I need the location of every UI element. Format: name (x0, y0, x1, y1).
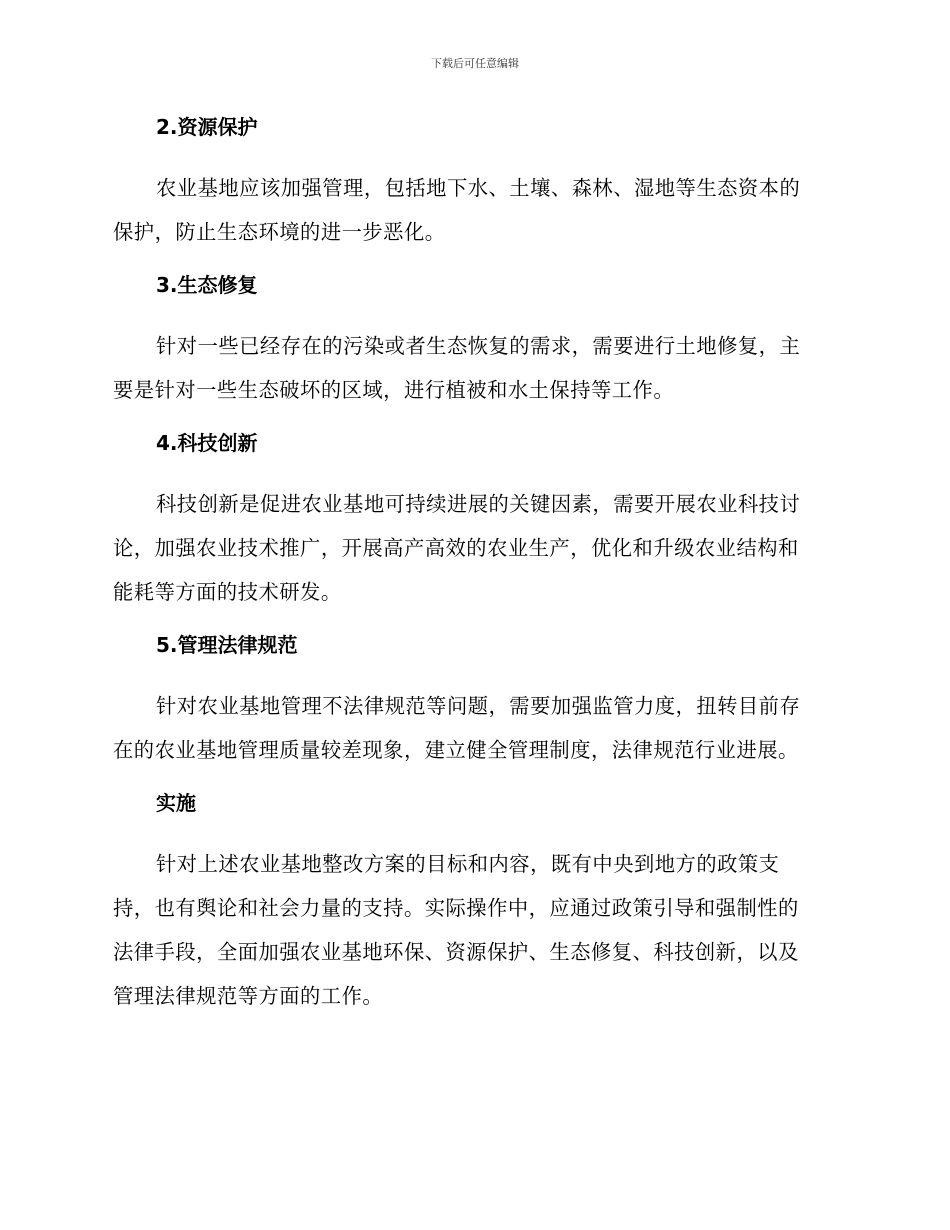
section-heading-tech-innovation: 4.科技创新 (156, 431, 258, 455)
page-header: 下载后可任意编辑 (431, 57, 519, 70)
paragraph-line: 在的农业基地管理质量较差现象，建立健全管理制度，法律规范行业进展。 (113, 738, 799, 762)
section-paragraph-tech-innovation (113, 482, 833, 614)
paragraph-line: 要是针对一些生态破坏的区域，进行植被和水土保持等工作。 (113, 378, 675, 402)
section-heading-resource-protection: 2.资源保护 (156, 115, 258, 139)
document-body (113, 112, 833, 1034)
paragraph-line: 持，也有舆论和社会力量的支持。实际操作中，应通过政策引导和强制性的 (113, 896, 799, 920)
paragraph-line: 针对一些已经存在的污染或者生态恢复的需求，需要进行土地修复，主 (156, 334, 801, 358)
paragraph-line: 科技创新是促进农业基地可持续进展的关键因素，需要开展农业科技讨 (156, 492, 801, 516)
paragraph-line: 法律手段，全面加强农业基地环保、资源保护、生态修复、科技创新，以及 (113, 940, 799, 964)
paragraph-line: 针对农业基地管理不法律规范等问题，需要加强监管力度，扭转目前存 (156, 694, 801, 718)
paragraph-line: 针对上述农业基地整改方案的目标和内容，既有中央到地方的政策支 (156, 852, 780, 876)
section-heading-legal-management: 5.管理法律规范 (156, 633, 298, 657)
section-paragraph-ecological-restoration (113, 324, 833, 412)
section-paragraph-resource-protection (113, 166, 833, 254)
paragraph-line: 能耗等方面的技术研发。 (113, 580, 342, 604)
paragraph-line: 保护，防止生态环境的进一步恶化。 (113, 220, 446, 244)
paragraph-line: 农业基地应该加强管理，包括地下水、土壤、森林、湿地等生态资本的 (156, 176, 801, 200)
section-heading-implementation: 实施 (156, 791, 196, 815)
section-paragraph-legal-management (113, 684, 833, 772)
section-heading-ecological-restoration: 3.生态修复 (156, 273, 258, 297)
paragraph-line: 论，加强农业技术推广，开展高产高效的农业生产，优化和升级农业结构和 (113, 536, 799, 560)
paragraph-line: 管理法律规范等方面的工作。 (113, 984, 384, 1008)
section-paragraph-implementation (113, 842, 833, 1018)
